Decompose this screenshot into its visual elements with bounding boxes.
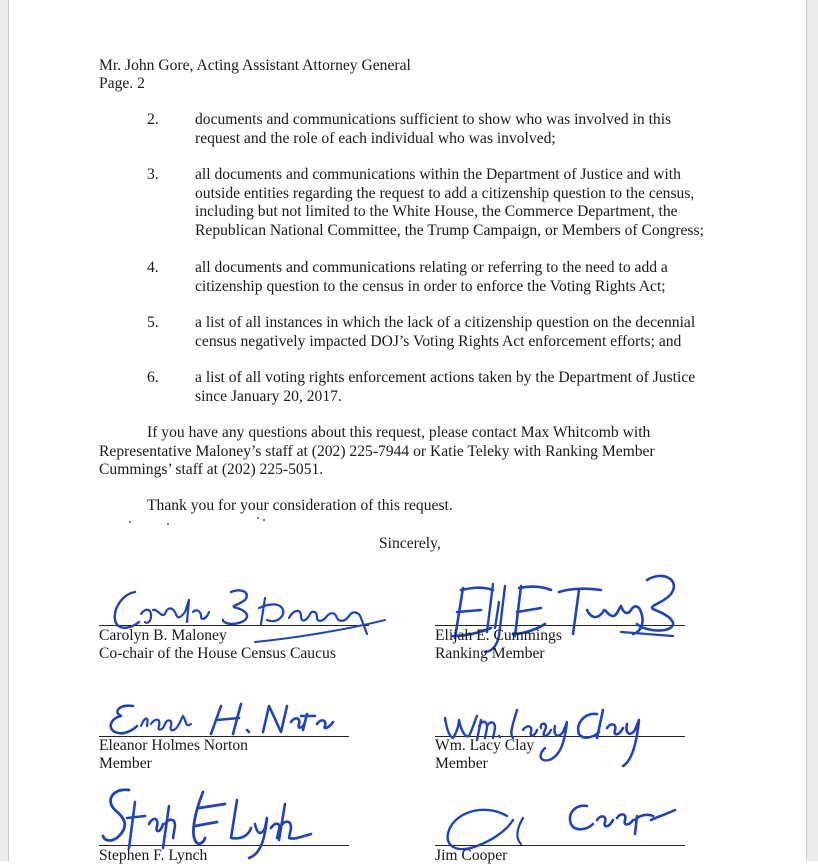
- item-number: 2.: [147, 111, 159, 128]
- list-item: [195, 166, 704, 240]
- list-item: [195, 369, 695, 406]
- recipient-line: Mr. John Gore, Acting Assistant Attorney General: [99, 57, 411, 74]
- item-line: since January 20, 2017.: [195, 387, 342, 405]
- signatory-name: Carolyn B. Maloney: [99, 627, 227, 644]
- signatory-title: Member: [435, 755, 488, 772]
- item-line: citizenship question to the census in order to enforce the Voting Rights Act;: [195, 277, 666, 295]
- document-page: [9, 0, 805, 864]
- item-number: 5.: [147, 314, 159, 331]
- viewer-left-border: [0, 0, 9, 861]
- signatory-name: Elijah E. Cummings: [435, 627, 562, 644]
- list-item: [195, 314, 695, 351]
- item-line: all documents and communications relating or referring to the need to add a: [195, 259, 668, 276]
- closing: Sincerely,: [379, 535, 441, 552]
- item-line: census negatively impacted DOJ’s Voting Rights Act enforcement efforts; and: [195, 332, 682, 350]
- item-line: including but not limited to the White House, the Commerce Department, the: [195, 203, 678, 221]
- item-number: 4.: [147, 259, 159, 276]
- signatory-title: Ranking Member: [435, 645, 545, 662]
- thanks-line: Thank you for your consideration of this request.: [147, 497, 453, 514]
- item-line: outside entities regarding the request to add a citizenship question to the census,: [195, 184, 695, 202]
- item-line: request and the role of each individual who was involved;: [195, 129, 556, 147]
- paragraph-line: Representative Maloney’s staff at (202) 225-7944 or Katie Teleky with Ranking Member: [99, 442, 655, 460]
- item-line: Republican National Committee, the Trump Campaign, or Members of Congress;: [195, 221, 704, 239]
- paragraph-line: If you have any questions about this request, please contact Max Whitcomb with: [147, 424, 651, 441]
- scan-specks: [129, 515, 279, 527]
- item-line: a list of all instances in which the lack of a citizenship question on the decennial: [195, 314, 696, 331]
- signatory-name: Wm. Lacy Clay: [435, 737, 535, 754]
- item-line: all documents and communications within the Department of Justice and with: [195, 166, 681, 183]
- signatory-title: Co-chair of the House Census Caucus: [99, 645, 336, 662]
- list-item: [195, 111, 671, 148]
- signatory-name: Jim Cooper: [435, 847, 508, 864]
- page-number: Page. 2: [99, 75, 145, 92]
- item-line: a list of all voting rights enforcement actions taken by the Department of Justice: [195, 369, 696, 386]
- signatory-name: Eleanor Holmes Norton: [99, 737, 248, 754]
- contact-paragraph: [99, 424, 655, 480]
- item-number: 3.: [147, 166, 159, 183]
- paragraph-line: Cummings’ staff at (202) 225-5051.: [99, 461, 324, 479]
- signatory-title: Member: [99, 755, 152, 772]
- item-number: 6.: [147, 369, 159, 386]
- viewer-scrollbar[interactable]: [806, 0, 818, 861]
- item-line: documents and communications sufficient to show who was involved in this: [195, 111, 672, 128]
- signatory-name: Stephen F. Lynch: [99, 847, 208, 864]
- list-item: [195, 259, 668, 296]
